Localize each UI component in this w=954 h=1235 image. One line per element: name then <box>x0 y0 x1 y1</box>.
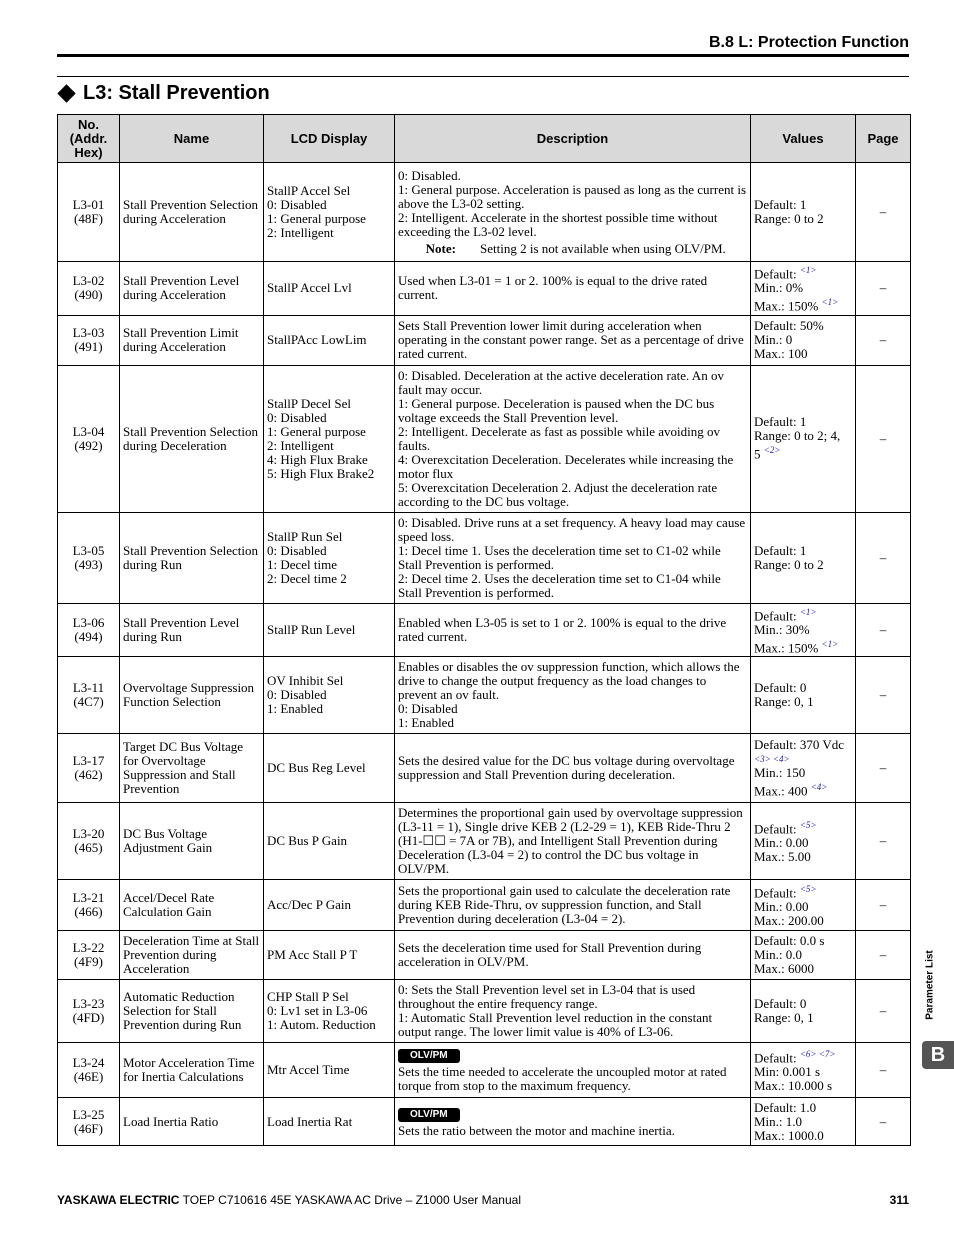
lcd-display: CHP Stall P Sel 0: Lv1 set in L3-06 1: Autom. Reduction <box>264 980 395 1043</box>
page-number: 311 <box>889 1193 909 1207</box>
param-no: L3-25 (46F) <box>58 1098 120 1146</box>
param-name: Stall Prevention Level during Acceleration <box>120 262 264 316</box>
param-no: L3-17 (462) <box>58 734 120 803</box>
section-heading <box>57 80 270 106</box>
page-ref: – <box>856 262 911 316</box>
param-no: L3-04 (492) <box>58 365 120 512</box>
table-header-row <box>58 115 911 163</box>
table-row <box>58 512 911 603</box>
description: Enabled when L3-05 is set to 1 or 2. 100% is equal to the drive rated current. <box>395 603 751 657</box>
param-no: L3-24 (46E) <box>58 1043 120 1098</box>
table-row <box>58 803 911 880</box>
description: Used when L3-01 = 1 or 2. 100% is equal to the drive rated current. <box>395 262 751 316</box>
param-no: L3-22 (4F9) <box>58 931 120 980</box>
footnote-ref: <1> <box>821 638 839 649</box>
footnote-ref: <4> <box>810 782 828 793</box>
param-name: Automatic Reduction Selection for Stall Prevention during Run <box>120 980 264 1043</box>
header-name: Name <box>120 115 264 163</box>
values: Default: $^{<6> <7>}$ Min: 0.001 s Max.: 10.000 s <box>751 1043 856 1098</box>
table-row <box>58 1098 911 1146</box>
lcd-display: StallP Run Sel 0: Disabled 1: Decel time 2: Decel time 2 <box>264 512 395 603</box>
lcd-display: OV Inhibit Sel 0: Disabled 1: Enabled <box>264 657 395 734</box>
header-lcd: LCD Display <box>264 115 395 163</box>
lcd-display: StallP Accel Lvl <box>264 262 395 316</box>
page-ref: – <box>856 603 911 657</box>
table-row <box>58 315 911 365</box>
page-ref: – <box>856 734 911 803</box>
values: Default: 1 Range: 0 to 2; 4, 5 $^{<2>}$ <box>751 365 856 512</box>
control-mode-badge: OLV/PM <box>398 1108 460 1122</box>
description: 0: Sets the Stall Prevention level set in L3-04 that is used throughout the entire frequency range. 1: Automatic Stall Prevention level reduction in the constant output range. The lower limit value is 40% of L3-06. <box>395 980 751 1043</box>
values: Default: 370 Vdc <3> <4> Min.: 150 Max.: 400 $^{<4>}$ <box>751 734 856 803</box>
values: Default: $^{<5>}$ Min.: 0.00 Max.: 5.00 <box>751 803 856 880</box>
parameter-table <box>57 114 911 1146</box>
description: Determines the proportional gain used by overvoltage suppression (L3-11 = 1), Single drive KEB 2 (L2-29 = 1), KEB Ride-Thru 2 (H1-☐☐ = 7A or 7B), and Intelligent Stall Prevention during Deceleration (L3-04 = 2) to control the DC bus voltage in OLV/PM. <box>395 803 751 880</box>
page-footer <box>57 1193 909 1207</box>
footnote-ref: <1> <box>821 297 839 308</box>
param-name: Overvoltage Suppression Function Selection <box>120 657 264 734</box>
footnote-ref: <5> <box>799 884 817 895</box>
side-label: Parameter List <box>924 950 936 1020</box>
values: Default: $^{<5>}$ Min.: 0.00 Max.: 200.00 <box>751 880 856 931</box>
param-name: Target DC Bus Voltage for Overvoltage Suppression and Stall Prevention <box>120 734 264 803</box>
table-row <box>58 980 911 1043</box>
header-rule <box>57 76 909 77</box>
description: 0: Disabled. Drive runs at a set frequency. A heavy load may cause speed loss. 1: Decel time 1. Uses the deceleration time set to C1-02 while Stall Prevention is performed. 2: Decel time 2. Uses the deceleration time set to C1-04 while Stall Prevention is performed. <box>395 512 751 603</box>
values: Default: 0 Range: 0, 1 <box>751 980 856 1043</box>
description: Sets the proportional gain used to calculate the deceleration rate during KEB Ride-Thru, ov suppression function, and Stall Prevention during deceleration (L3-04 = 2). <box>395 880 751 931</box>
param-name: Stall Prevention Selection during Deceleration <box>120 365 264 512</box>
table-row <box>58 603 911 657</box>
param-no: L3-06 (494) <box>58 603 120 657</box>
footnote-ref: <2> <box>763 445 781 456</box>
description: OLV/PM Sets the time needed to accelerate the uncoupled motor at rated torque from stop to the maximum frequency. <box>395 1043 751 1098</box>
section-title: L3: Stall Prevention <box>83 81 270 104</box>
table-row <box>58 734 911 803</box>
param-name: Stall Prevention Selection during Acceleration <box>120 163 264 262</box>
table-row <box>58 880 911 931</box>
table-row <box>58 657 911 734</box>
header-description: Description <box>395 115 751 163</box>
footnote-ref: <1> <box>799 606 817 617</box>
values: Default: 50% Min.: 0 Max.: 100 <box>751 315 856 365</box>
lcd-display: StallP Run Level <box>264 603 395 657</box>
values: Default: $^{<1>}$ Min.: 0% Max.: 150% $^{<1>}$ <box>751 262 856 316</box>
page-ref: – <box>856 931 911 980</box>
page-header <box>57 32 909 57</box>
appendix-tab: B <box>922 1041 954 1069</box>
description: Enables or disables the ov suppression function, which allows the drive to change the output frequency as the load changes to prevent an ov fault. 0: Disabled 1: Enabled <box>395 657 751 734</box>
lcd-display: StallP Decel Sel 0: Disabled 1: General purpose 2: Intelligent 4: High Flux Brake 5: High Flux Brake2 <box>264 365 395 512</box>
param-no: L3-21 (466) <box>58 880 120 931</box>
lcd-display: Load Inertia Rat <box>264 1098 395 1146</box>
page-ref: – <box>856 163 911 262</box>
param-name: DC Bus Voltage Adjustment Gain <box>120 803 264 880</box>
param-name: Accel/Decel Rate Calculation Gain <box>120 880 264 931</box>
footer-brand: YASKAWA ELECTRIC <box>57 1193 180 1207</box>
param-no: L3-05 (493) <box>58 512 120 603</box>
footer-doc: TOEP C710616 45E YASKAWA AC Drive – Z1000 User Manual <box>182 1193 521 1207</box>
param-name: Deceleration Time at Stall Prevention during Acceleration <box>120 931 264 980</box>
param-no: L3-01 (48F) <box>58 163 120 262</box>
description: Sets Stall Prevention lower limit during acceleration when operating in the constant power range. Set as a percentage of drive rated current. <box>395 315 751 365</box>
param-no: L3-23 (4FD) <box>58 980 120 1043</box>
page-ref: – <box>856 1098 911 1146</box>
description: 0: Disabled. Deceleration at the active deceleration rate. An ov fault may occur. 1: General purpose. Deceleration is paused when the DC bus voltage exceeds the Stall Prevention level. 2: Intelligent. Decelerate as fast as possible while avoiding ov faults. 4: Overexcitation Deceleration. Decelerates while increasing the motor flux 5: Overexcitation Deceleration 2. Adjust the deceleration rate according to the DC bus voltage. <box>395 365 751 512</box>
control-mode-badge: OLV/PM <box>398 1049 460 1063</box>
lcd-display: Acc/Dec P Gain <box>264 880 395 931</box>
description: OLV/PM Sets the ratio between the motor and machine inertia. <box>395 1098 751 1146</box>
description: Sets the desired value for the DC bus voltage during overvoltage suppression and Stall Prevention during deceleration. <box>395 734 751 803</box>
table-row <box>58 1043 911 1098</box>
note: Note: Setting 2 is not available when using OLV/PM. <box>425 240 726 256</box>
footnote-ref: <6> <7> <box>799 1049 836 1060</box>
param-no: L3-11 (4C7) <box>58 657 120 734</box>
values: Default: 0.0 s Min.: 0.0 Max.: 6000 <box>751 931 856 980</box>
table-row <box>58 163 911 262</box>
page-ref: – <box>856 365 911 512</box>
param-no: L3-02 (490) <box>58 262 120 316</box>
footnote-ref: <3> <4> <box>754 754 790 765</box>
param-no: L3-03 (491) <box>58 315 120 365</box>
footnote-ref: <1> <box>799 265 817 275</box>
table-row <box>58 931 911 980</box>
footnote-ref: <5> <box>799 820 817 831</box>
page-ref: – <box>856 315 911 365</box>
lcd-display: StallP Accel Sel 0: Disabled 1: General purpose 2: Intelligent <box>264 163 395 262</box>
page-ref: – <box>856 1043 911 1098</box>
table-row <box>58 262 911 316</box>
param-name: Motor Acceleration Time for Inertia Calculations <box>120 1043 264 1098</box>
values: Default: 0 Range: 0, 1 <box>751 657 856 734</box>
param-name: Stall Prevention Level during Run <box>120 603 264 657</box>
values: Default: 1 Range: 0 to 2 <box>751 163 856 262</box>
description: Sets the deceleration time used for Stall Prevention during acceleration in OLV/PM. <box>395 931 751 980</box>
lcd-display: Mtr Accel Time <box>264 1043 395 1098</box>
param-name: Stall Prevention Limit during Acceleration <box>120 315 264 365</box>
header-values: Values <box>751 115 856 163</box>
param-name: Stall Prevention Selection during Run <box>120 512 264 603</box>
page-ref: – <box>856 980 911 1043</box>
lcd-display: DC Bus Reg Level <box>264 734 395 803</box>
table-row <box>58 365 911 512</box>
lcd-display: PM Acc Stall P T <box>264 931 395 980</box>
description: 0: Disabled. 1: General purpose. Acceleration is paused as long as the current is above the L3-02 setting. 2: Intelligent. Accelerate in the shortest possible time without exceeding the L3-02 level. Note: Setting 2 is not available when using OLV/PM. <box>395 163 751 262</box>
header-page: Page <box>856 115 911 163</box>
page-ref: – <box>856 512 911 603</box>
param-name: Load Inertia Ratio <box>120 1098 264 1146</box>
header-no: No. (Addr. Hex) <box>58 115 120 163</box>
page-ref: – <box>856 657 911 734</box>
values: Default: 1 Range: 0 to 2 <box>751 512 856 603</box>
values: Default: 1.0 Min.: 1.0 Max.: 1000.0 <box>751 1098 856 1146</box>
param-no: L3-20 (465) <box>58 803 120 880</box>
values: Default: $^{<1>}$ Min.: 30% Max.: 150% $^{<1>}$ <box>751 603 856 657</box>
lcd-display: StallPAcc LowLim <box>264 315 395 365</box>
header-section-title: B.8 L: Protection Function <box>709 34 909 51</box>
page-ref: – <box>856 803 911 880</box>
lcd-display: DC Bus P Gain <box>264 803 395 880</box>
diamond-bullet-icon <box>57 84 75 102</box>
page-ref: – <box>856 880 911 931</box>
